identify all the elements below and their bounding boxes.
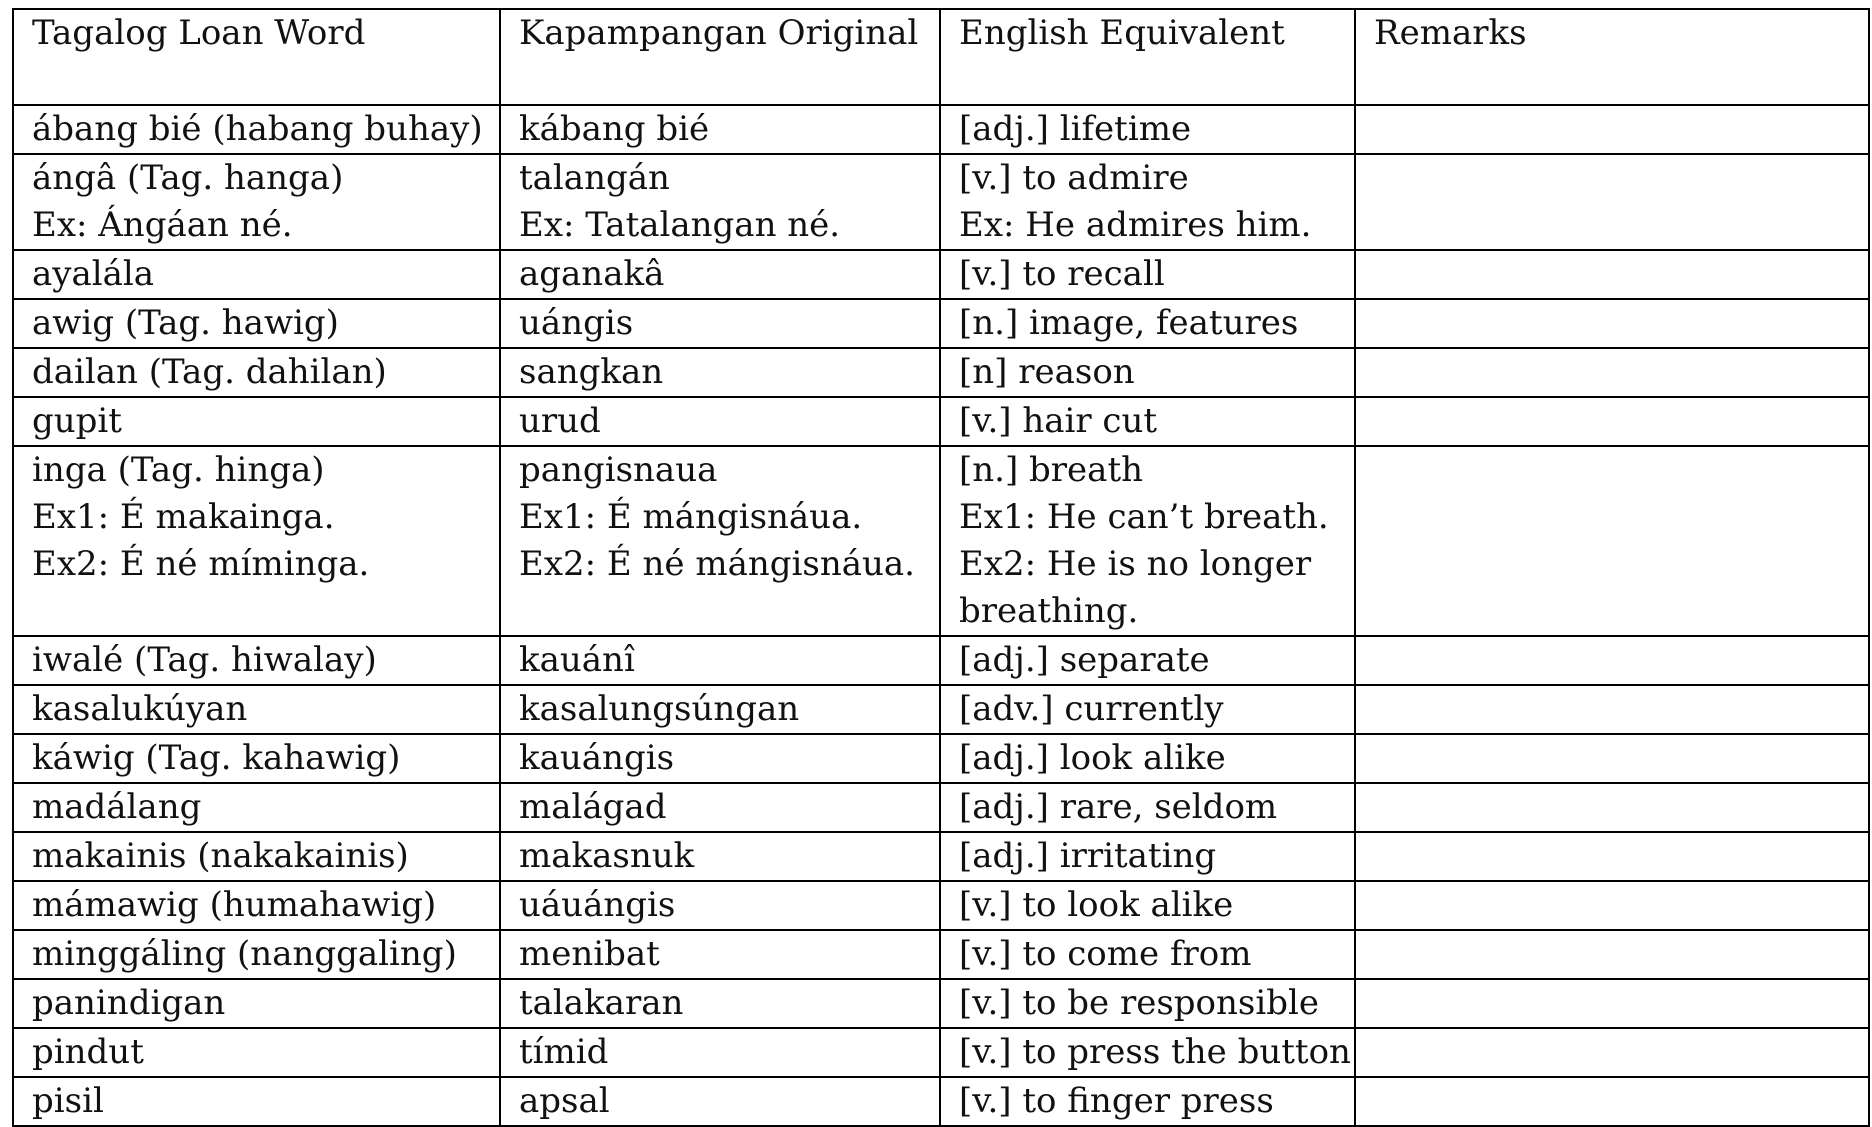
cell-remarks — [1355, 1077, 1869, 1126]
cell-text-line: [n.] breath — [959, 450, 1144, 490]
cell-text-line: madálang — [32, 787, 202, 827]
cell-tagalog — [13, 734, 500, 783]
cell-text-line: [adj.] rare, seldom — [959, 787, 1278, 827]
cell-kapampangan — [500, 930, 940, 979]
cell-text-line: uáuángis — [519, 885, 676, 925]
cell-kapampangan — [500, 685, 940, 734]
cell-english — [940, 1028, 1355, 1077]
cell-english — [940, 1077, 1355, 1126]
cell-text-line: kábang bié — [519, 109, 710, 149]
table-row — [13, 783, 1869, 832]
cell-text-line: Ex1: He can’t breath. — [959, 497, 1329, 537]
cell-text-line: aganakâ — [519, 254, 665, 294]
cell-text-line: tímid — [519, 1032, 609, 1072]
cell-text-line: makasnuk — [519, 836, 695, 876]
cell-remarks — [1355, 1028, 1869, 1077]
cell-remarks — [1355, 783, 1869, 832]
cell-text-line: breathing. — [959, 591, 1139, 631]
cell-kapampangan — [500, 250, 940, 299]
cell-kapampangan — [500, 783, 940, 832]
cell-remarks — [1355, 734, 1869, 783]
cell-text-line: inga (Tag. hinga) — [32, 450, 325, 490]
cell-text-line: [adj.] lifetime — [959, 109, 1192, 149]
cell-text-line: [adv.] currently — [959, 689, 1224, 729]
cell-english — [940, 154, 1355, 250]
table-row — [13, 446, 1869, 636]
cell-tagalog — [13, 1028, 500, 1077]
table-row — [13, 105, 1869, 154]
table-row — [13, 685, 1869, 734]
cell-kapampangan — [500, 734, 940, 783]
cell-text-line: kasalukúyan — [32, 689, 248, 729]
table-row — [13, 250, 1869, 299]
cell-text-line: makainis (nakakainis) — [32, 836, 409, 876]
cell-tagalog — [13, 397, 500, 446]
cell-remarks — [1355, 685, 1869, 734]
cell-remarks — [1355, 154, 1869, 250]
cell-remarks — [1355, 930, 1869, 979]
cell-text-line: Ex2: He is no longer — [959, 544, 1312, 584]
cell-text-line: uángis — [519, 303, 634, 343]
cell-text-line: Ex2: É né mángisnáua. — [519, 544, 915, 584]
table-row — [13, 1028, 1869, 1077]
cell-text-line: Ex1: É mángisnáua. — [519, 497, 863, 537]
header-row — [13, 9, 1869, 105]
cell-text-line: [n] reason — [959, 352, 1135, 392]
cell-kapampangan — [500, 154, 940, 250]
cell-english — [940, 636, 1355, 685]
cell-text-line: apsal — [519, 1081, 610, 1121]
cell-text-line: panindigan — [32, 983, 226, 1023]
cell-english — [940, 979, 1355, 1028]
cell-remarks — [1355, 250, 1869, 299]
cell-english — [940, 446, 1355, 636]
cell-text-line: gupit — [32, 401, 122, 441]
cell-text-line: [v.] to look alike — [959, 885, 1234, 925]
cell-kapampangan — [500, 832, 940, 881]
cell-english — [940, 832, 1355, 881]
cell-english — [940, 881, 1355, 930]
cell-kapampangan — [500, 105, 940, 154]
cell-tagalog — [13, 446, 500, 636]
cell-english — [940, 105, 1355, 154]
cell-text-line: minggáling (nanggaling) — [32, 934, 457, 974]
cell-tagalog — [13, 348, 500, 397]
cell-remarks — [1355, 446, 1869, 636]
cell-text-line: Ex1: É makainga. — [32, 497, 335, 537]
cell-text-line: kasalungsúngan — [519, 689, 800, 729]
cell-text-line: pisil — [32, 1081, 104, 1121]
cell-tagalog — [13, 105, 500, 154]
cell-kapampangan — [500, 1077, 940, 1126]
header-kapampangan-original: Kapampangan Original — [500, 9, 940, 105]
cell-english — [940, 250, 1355, 299]
cell-english — [940, 299, 1355, 348]
cell-english — [940, 734, 1355, 783]
cell-text-line: talakaran — [519, 983, 684, 1023]
cell-kapampangan — [500, 446, 940, 636]
table-row — [13, 881, 1869, 930]
cell-text-line: [n.] image, features — [959, 303, 1299, 343]
cell-text-line: [v.] to come from — [959, 934, 1252, 974]
cell-tagalog — [13, 832, 500, 881]
cell-tagalog — [13, 299, 500, 348]
cell-text-line: talangán — [519, 158, 670, 198]
cell-text-line: urud — [519, 401, 601, 441]
header-english-equivalent: English Equivalent — [940, 9, 1355, 105]
table-row — [13, 930, 1869, 979]
cell-text-line: [adj.] separate — [959, 640, 1210, 680]
cell-text-line: mámawig (humahawig) — [32, 885, 437, 925]
cell-text-line: iwalé (Tag. hiwalay) — [32, 640, 377, 680]
cell-english — [940, 930, 1355, 979]
cell-text-line: awig (Tag. hawig) — [32, 303, 339, 343]
cell-tagalog — [13, 250, 500, 299]
cell-kapampangan — [500, 881, 940, 930]
document-page — [12, 8, 1870, 1127]
cell-text-line: [adj.] look alike — [959, 738, 1226, 778]
cell-text-line: menibat — [519, 934, 660, 974]
cell-english — [940, 397, 1355, 446]
cell-text-line: Ex: Tatalangan né. — [519, 205, 841, 245]
cell-text-line: ayalála — [32, 254, 155, 294]
table-row — [13, 734, 1869, 783]
cell-text-line: kauánî — [519, 640, 635, 680]
header-remarks: Remarks — [1355, 9, 1869, 105]
cell-text-line: dailan (Tag. dahilan) — [32, 352, 387, 392]
cell-text-line: [v.] to recall — [959, 254, 1165, 294]
cell-remarks — [1355, 881, 1869, 930]
cell-kapampangan — [500, 299, 940, 348]
cell-text-line: pindut — [32, 1032, 144, 1072]
cell-remarks — [1355, 636, 1869, 685]
table-row — [13, 1077, 1869, 1126]
cell-english — [940, 685, 1355, 734]
table-body — [13, 105, 1869, 1126]
table-row — [13, 154, 1869, 250]
cell-text-line: ábang bié (habang buhay) — [32, 109, 483, 149]
cell-tagalog — [13, 979, 500, 1028]
cell-tagalog — [13, 685, 500, 734]
table-row — [13, 397, 1869, 446]
table-row — [13, 636, 1869, 685]
cell-text-line: kauángis — [519, 738, 675, 778]
cell-text-line: Ex2: É né míminga. — [32, 544, 370, 584]
cell-text-line: malágad — [519, 787, 667, 827]
cell-tagalog — [13, 881, 500, 930]
cell-kapampangan — [500, 397, 940, 446]
cell-remarks — [1355, 348, 1869, 397]
cell-remarks — [1355, 299, 1869, 348]
cell-kapampangan — [500, 636, 940, 685]
cell-text-line: [v.] to finger press — [959, 1081, 1274, 1121]
cell-remarks — [1355, 832, 1869, 881]
header-tagalog-loan-word: Tagalog Loan Word — [13, 9, 500, 105]
cell-text-line: Ex: He admires him. — [959, 205, 1312, 245]
cell-text-line: Ex: Ángáan né. — [32, 205, 293, 245]
cell-text-line: [adj.] irritating — [959, 836, 1217, 876]
cell-remarks — [1355, 105, 1869, 154]
cell-text-line: pangisnaua — [519, 450, 718, 490]
cell-tagalog — [13, 636, 500, 685]
cell-tagalog — [13, 154, 500, 250]
table-header — [13, 9, 1869, 105]
cell-kapampangan — [500, 1028, 940, 1077]
cell-english — [940, 348, 1355, 397]
cell-text-line: [v.] to press the button — [959, 1032, 1351, 1072]
cell-tagalog — [13, 783, 500, 832]
cell-tagalog — [13, 1077, 500, 1126]
cell-remarks — [1355, 979, 1869, 1028]
cell-english — [940, 783, 1355, 832]
table-row — [13, 832, 1869, 881]
cell-text-line: ángâ (Tag. hanga) — [32, 158, 344, 198]
cell-text-line: [v.] to admire — [959, 158, 1189, 198]
cell-remarks — [1355, 397, 1869, 446]
cell-kapampangan — [500, 979, 940, 1028]
cell-text-line: sangkan — [519, 352, 664, 392]
cell-tagalog — [13, 930, 500, 979]
table-row — [13, 979, 1869, 1028]
cell-text-line: [v.] to be responsible — [959, 983, 1319, 1023]
cell-text-line: [v.] hair cut — [959, 401, 1158, 441]
cell-kapampangan — [500, 348, 940, 397]
vocabulary-table — [12, 8, 1870, 1127]
table-row — [13, 348, 1869, 397]
table-row — [13, 299, 1869, 348]
cell-text-line: káwig (Tag. kahawig) — [32, 738, 401, 778]
